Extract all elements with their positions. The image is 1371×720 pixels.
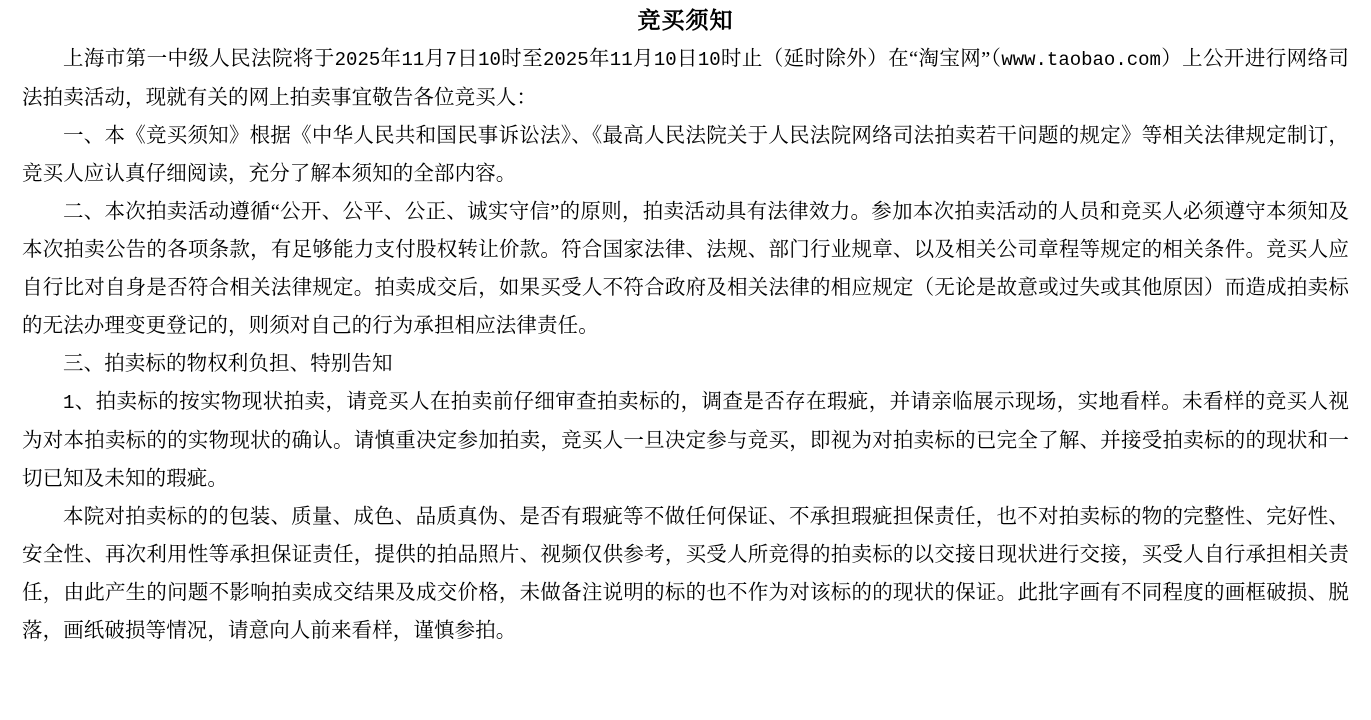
paragraph-item-3-2: 本院对拍卖标的的包装、质量、成色、品质真伪、是否有瑕疵等不做任何保证、不承担瑕疵担保责任，也不对拍卖标的物的完整性、完好性、安全性、再次利用性等承担保证责任，提供的拍品照片、视频仅供参考，买受人所竞得的拍卖标的以交接日现状进行交接，买受人自行承担相关责任，由此产生的问题不影响拍卖成交结果及成交价格，未做备注说明的标的也不作为对该标的的现状的保证。此批字画有不同程度的画框破损、脱落，画纸破损等情况，请意向人前来看样，谨慎参拍。 xyxy=(22,506,1349,642)
paragraph-item-1: 一、本《竞买须知》根据《中华人民共和国民事诉讼法》、《最高人民法院关于人民法院网络司法拍卖若干问题的规定》等相关法律规定制订，竞买人应认真仔细阅读，充分了解本须知的全部内容。 xyxy=(22,125,1349,185)
paragraph-item-2: 二、本次拍卖活动遵循“公开、公平、公正、诚实守信”的原则，拍卖活动具有法律效力。参加本次拍卖活动的人员和竞买人必须遵守本须知及本次拍卖公告的各项条款，有足够能力支付股权转让价款。符合国家法律、法规、部门行业规章、以及相关公司章程等规定的相关条件。竞买人应自行比对自身是否符合相关法律规定。拍卖成交后，如果买受人不符合政府及相关法律的相应规定（无论是故意或过失或其他原因）而造成拍卖标的无法办理变更登记的，则须对自己的行为承担相应法律责任。 xyxy=(22,201,1349,337)
paragraph-item-3: 三、拍卖标的物权利负担、特别告知 xyxy=(63,353,393,375)
paragraph-intro: 上海市第一中级人民法院将于2025年11月7日10时至2025年11月10日10时止（延时除外）在“淘宝网”（www.taobao.com）上公开进行网络司法拍卖活动，现就有关的网上拍卖事宜敬告各位竞买人： xyxy=(22,48,1350,109)
page-title: 竞买须知 xyxy=(637,8,734,33)
paragraph-item-3-1: 1、拍卖标的按实物现状拍卖，请竞买人在拍卖前仔细审查拍卖标的，调查是否存在瑕疵，并请亲临展示现场，实地看样。未看样的竞买人视为对本拍卖标的的实物现状的确认。请慎重决定参加拍卖，竞买人一旦决定参与竞买，即视为对拍卖标的已完全了解、并接受拍卖标的的现状和一切已知及未知的瑕疵。 xyxy=(22,391,1349,490)
